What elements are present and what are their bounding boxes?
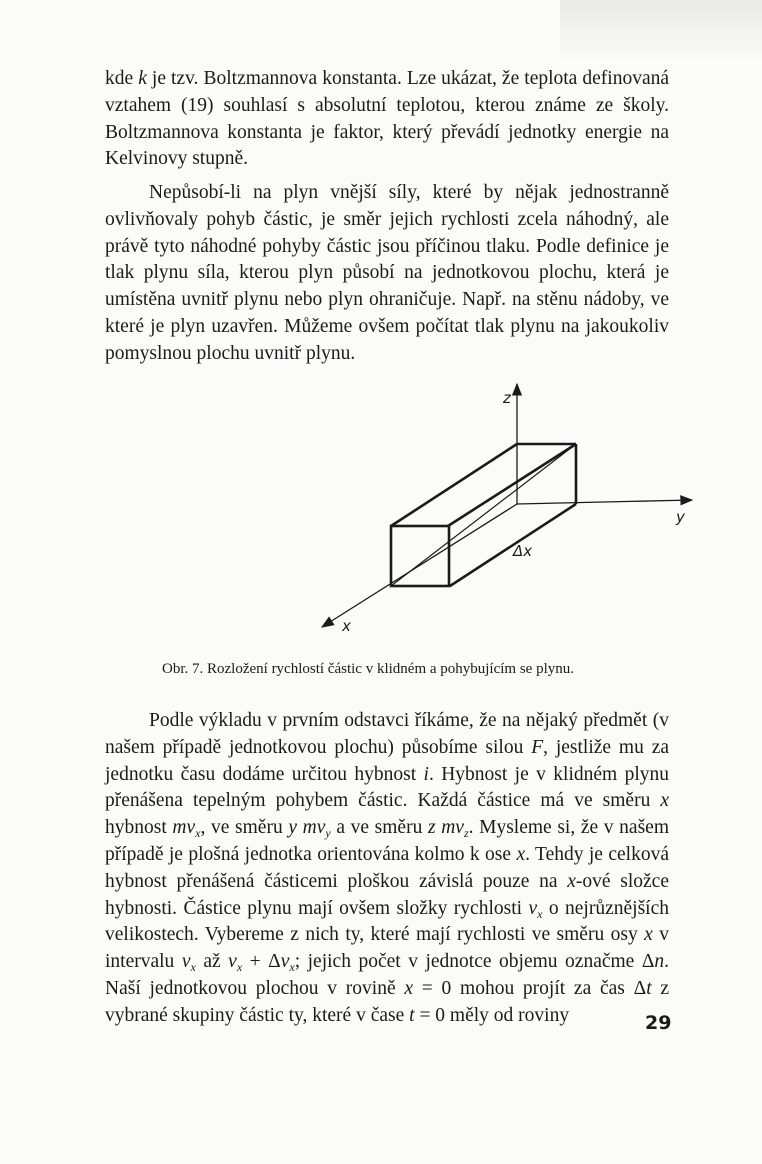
paragraph-momentum-transfer [105, 708, 669, 1030]
math-symbol: x [567, 870, 576, 892]
math-symbol: z mv [427, 817, 464, 839]
math-subscript: x [289, 960, 295, 975]
page-shadow [560, 0, 762, 60]
paragraph-text: Nepůsobí-li na plyn vnější síly, které by nějak jednostranně ovlivňovaly pohyb částic, je směr jejich rychlosti zcela náhodný, ale právě tyto náhodné pohyby částic jsou příčinou tlaku. Podle definice je tlak plynu síla, kterou plyn působí na jednotkovou plochu, která je umístěna uvnitř plynu nebo plyn ohraničuje. Např. na stěnu nádoby, ve které je plyn uzavřen. Můžeme ovšem počítat tlak plynu na jakoukoliv pomyslnou plochu uvnitř plynu. [105, 182, 669, 364]
coordinate-box-diagram [300, 370, 720, 650]
delta-x-label: Δx [513, 542, 533, 560]
math-subscript: x [195, 826, 201, 841]
math-subscript: z [463, 826, 469, 841]
math-symbol: x [516, 843, 526, 865]
y-axis [517, 500, 692, 504]
math-symbol: v [228, 951, 237, 973]
math-symbol: v [181, 951, 191, 973]
math-symbol: t [409, 1004, 415, 1026]
math-subscript: x [236, 960, 243, 975]
front-face [391, 526, 449, 586]
x-axis-label: x [342, 617, 351, 635]
math-symbol: mv [172, 817, 196, 839]
z-axis-label: z [503, 389, 511, 407]
y-axis-label: y [676, 508, 685, 526]
math-symbol: v [528, 897, 538, 919]
math-symbol: k [138, 68, 147, 89]
math-subscript: x [190, 960, 196, 975]
math-symbol: y mv [288, 817, 326, 839]
math-symbol: i [423, 763, 429, 785]
math-symbol: n [654, 951, 665, 973]
paragraph-pressure-definition [105, 180, 669, 368]
math-symbol: x [404, 977, 414, 999]
math-subscript: x [537, 906, 543, 921]
paragraph-text: Podle výkladu v prvním odstavci říkáme, že na nějaký předmět (v našem případě jednotkovou plochu) působíme silou F, jestliže mu za jednotku času dodáme určitou hybnost i. Hybnost je v klidném plynu přenášena tepelným pohybem částic. Každá částice má ve směru x hybnost $mv_x$, ve směru y $mv_y$ a ve směru z $mv_z$. Mysleme si, že v našem případě je plošná jednotka orientována kolmo k ose x. Tehdy je celková hybnost přenášená částicemi ploškou závislá pouze na x-ové složce hybnosti. Částice plynu mají ovšem složky rychlosti $v_x$ o nejrůznějších velikostech. Vybereme z nich ty, které mají rychlosti ve směru osy x v intervalu $v_x$ až $v_x + \Delta v_x$; jejich počet v jednotce objemu označme Δn. Naší jednotkovou plochou v rovině x = 0 mohou projít za čas Δt z vybrané skupiny částic ty, které v čase t = 0 měly od roviny [105, 710, 670, 1026]
math-symbol: F [531, 736, 544, 758]
page-number: 29 [645, 1012, 672, 1034]
math-symbol: x [660, 790, 669, 812]
paragraph-boltzmann [105, 66, 669, 173]
math-symbol: v [280, 951, 290, 973]
figure-7-diagram [300, 370, 720, 650]
figure-caption: Obr. 7. Rozložení rychlostí částic v klidném a pohybujícím se plynu. [162, 661, 575, 677]
math-symbol: t [646, 977, 652, 999]
math-symbol: x [644, 924, 653, 946]
paragraph-text: kde k je tzv. Boltzmannova konstanta. Lze ukázat, že teplota definovaná vztahem (19) souhlasí s absolutní teplotou, kterou známe ze školy. Boltzmannova konstanta je faktor, který převádí jednotky energie na Kelvinovy stupně. [105, 68, 669, 170]
math-subscript: y [325, 826, 331, 841]
x-axis [322, 504, 517, 627]
